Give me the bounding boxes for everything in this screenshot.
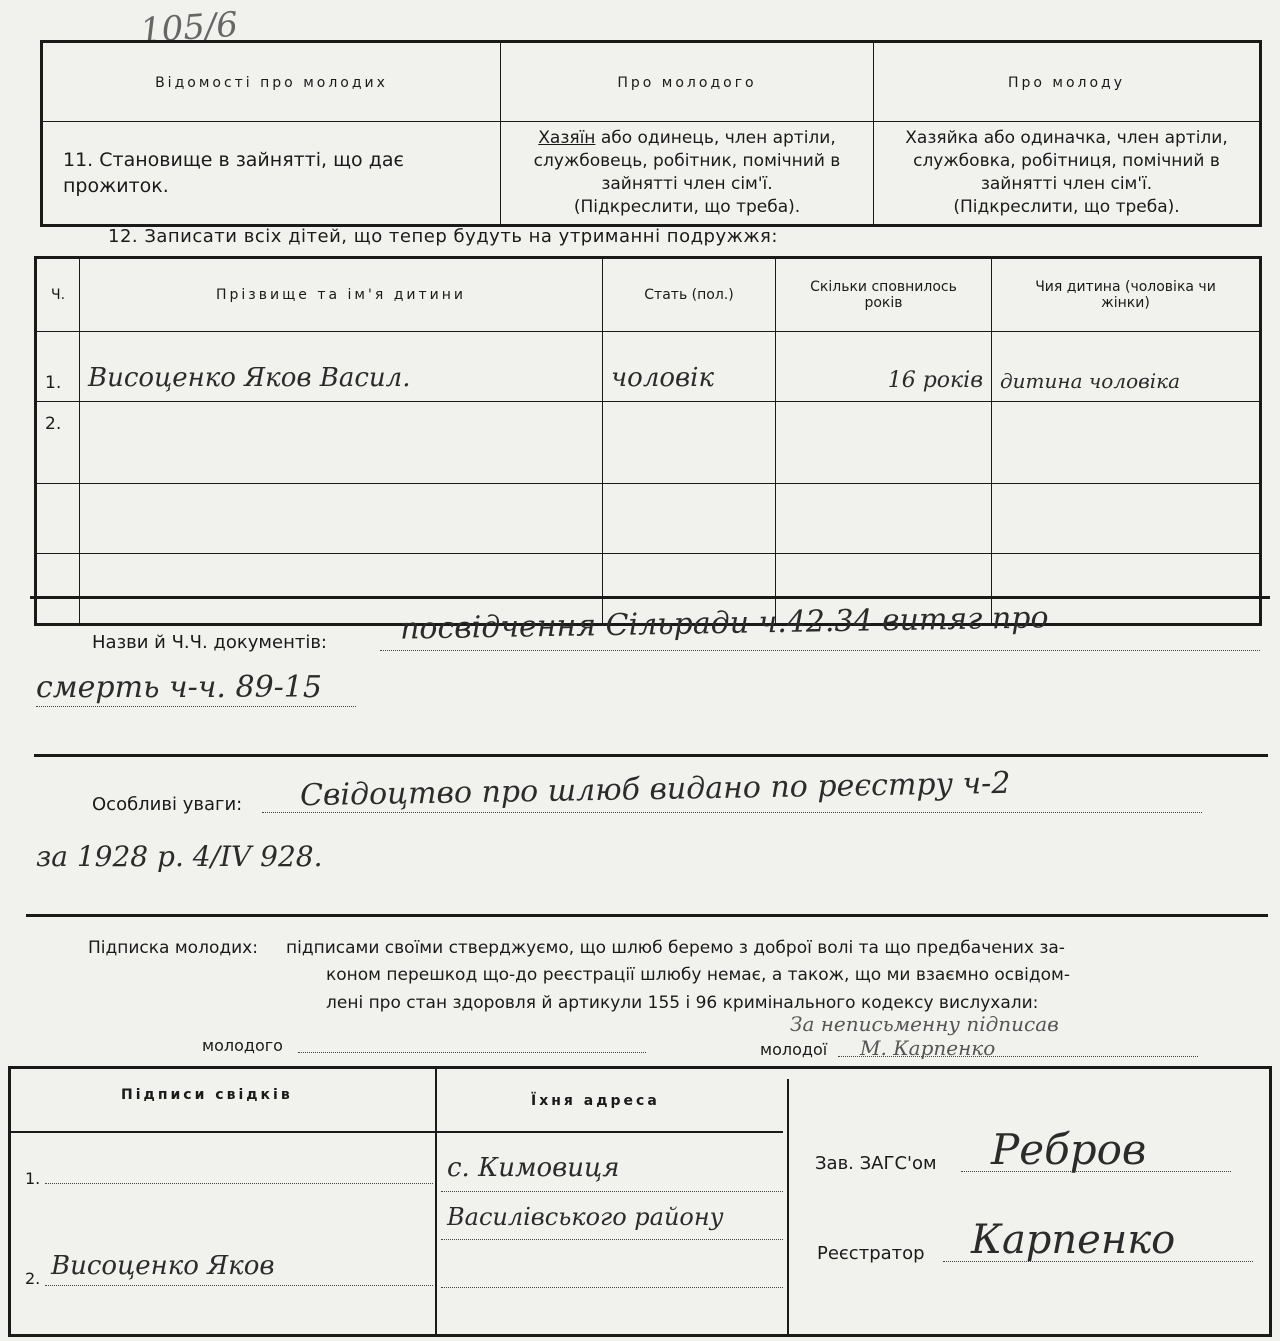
- children-header-whose: Чия дитина (чоловіка чи жінки): [992, 258, 1261, 332]
- declaration-text-1: підписами своїми стверджуємо, що шлюб беремо з доброї волі та що предбачених за-: [286, 938, 1065, 958]
- child-sex: [603, 402, 776, 484]
- groom-occupation: Хазяїн або одинець, член артіли, службовець, робітник, помічний в зайнятті член сім'ї. (Підкреслити, що треба).: [501, 122, 874, 226]
- child-age: [776, 402, 992, 484]
- witness-name: Висоценко Яков: [51, 1251, 275, 1281]
- children-header-num: Ч.: [36, 258, 80, 332]
- occupation-table: [40, 40, 1262, 227]
- documents-text-1: посвідчення Сільради ч.42.34 витяг про: [399, 600, 1049, 647]
- bride-proxy-note: За неписьменну підписав: [790, 1012, 1059, 1036]
- child-age: [776, 484, 992, 554]
- children-table: [34, 256, 1262, 626]
- child-sex: [603, 484, 776, 554]
- occupation-label: 11. Становище в зайнятті, що дає прожиток.: [42, 122, 501, 226]
- child-whose: [992, 484, 1261, 554]
- children-header-name: Прізвище та ім'я дитини: [80, 258, 603, 332]
- declaration-label: Підписка молодих:: [88, 938, 258, 958]
- child-name: [80, 402, 603, 484]
- bride-occupation: Хазяйка або одиначка, член артіли, службовка, робітниця, помічний в зайнятті член сім'ї. (Підкреслити, що треба).: [874, 122, 1261, 226]
- child-num: [36, 554, 80, 625]
- child-sex: чоловік: [603, 332, 776, 402]
- registry-head-signature: Ребров: [991, 1125, 1147, 1174]
- child-name: Висоценко Яков Васил.: [80, 332, 603, 402]
- child-name: [80, 484, 603, 554]
- registrar-label: Реєстратор: [817, 1243, 925, 1264]
- child-num: 1.: [36, 332, 80, 402]
- documents-label: Назви й Ч.Ч. документів:: [92, 632, 327, 653]
- registry-head-label: Зав. ЗАГС'ом: [815, 1153, 937, 1174]
- table-row: [36, 402, 1261, 484]
- divider: [30, 596, 1270, 599]
- documents-line: [380, 644, 1260, 651]
- witness-name-line: [45, 1179, 433, 1184]
- declaration-text-3: лені про стан здоровля й артикули 155 і 96 кримінального кодексу вислухали:: [326, 993, 1039, 1013]
- witness-section: [8, 1066, 1272, 1337]
- child-num: [36, 484, 80, 554]
- declaration-text-2: коном перешкод що-до реєстрації шлюбу немає, а також, що ми взаємно освідом-: [326, 965, 1070, 985]
- witness-num: 2.: [25, 1269, 41, 1288]
- children-header-sex: Стать (пол.): [603, 258, 776, 332]
- table-header-groom: Про молодого: [501, 42, 874, 122]
- witness-address: Василівського району: [447, 1203, 724, 1231]
- witness-header-address: Їхня адреса: [531, 1093, 660, 1109]
- remarks-text-2: за 1928 р. 4/IV 928.: [36, 840, 323, 873]
- remarks-label: Особливі уваги:: [92, 794, 243, 815]
- groom-signature-label: молодого: [202, 1036, 283, 1055]
- children-header-age: Скільки сповнилось років: [776, 258, 992, 332]
- documents-text-2: смерть ч-ч. 89-15: [36, 670, 322, 705]
- children-section-title: 12. Записати всіх дітей, що тепер будуть на утриманні подружжя:: [108, 226, 778, 247]
- witness-name-line: [45, 1281, 433, 1286]
- child-whose: дитина чоловіка: [992, 332, 1261, 402]
- witness-header-sign: Підписи свідків: [121, 1087, 293, 1103]
- registrar-signature: Карпенко: [971, 1217, 1176, 1263]
- groom-signature-line: [298, 1048, 646, 1053]
- table-header-info: Відомості про молодих: [42, 42, 501, 122]
- documents-line-2: [36, 702, 356, 707]
- table-row: [36, 332, 1261, 402]
- witness-num: 1.: [25, 1169, 41, 1188]
- divider: [34, 754, 1268, 757]
- child-age: 16 років: [776, 332, 992, 402]
- divider: [26, 914, 1268, 917]
- bride-signature-label: молодої: [760, 1040, 828, 1059]
- remarks-text-1: Свідоцтво про шлюб видано по реєстру ч-2: [299, 765, 1011, 814]
- child-whose: [992, 402, 1261, 484]
- bride-signature: М. Карпенко: [860, 1036, 996, 1060]
- child-num: 2.: [36, 402, 80, 484]
- groom-underlined-word: Хазяїн: [538, 128, 596, 148]
- archive-mark: 105/6: [138, 4, 240, 52]
- table-row: [36, 484, 1261, 554]
- witness-address: с. Кимовиця: [447, 1153, 620, 1183]
- table-header-bride: Про молоду: [874, 42, 1261, 122]
